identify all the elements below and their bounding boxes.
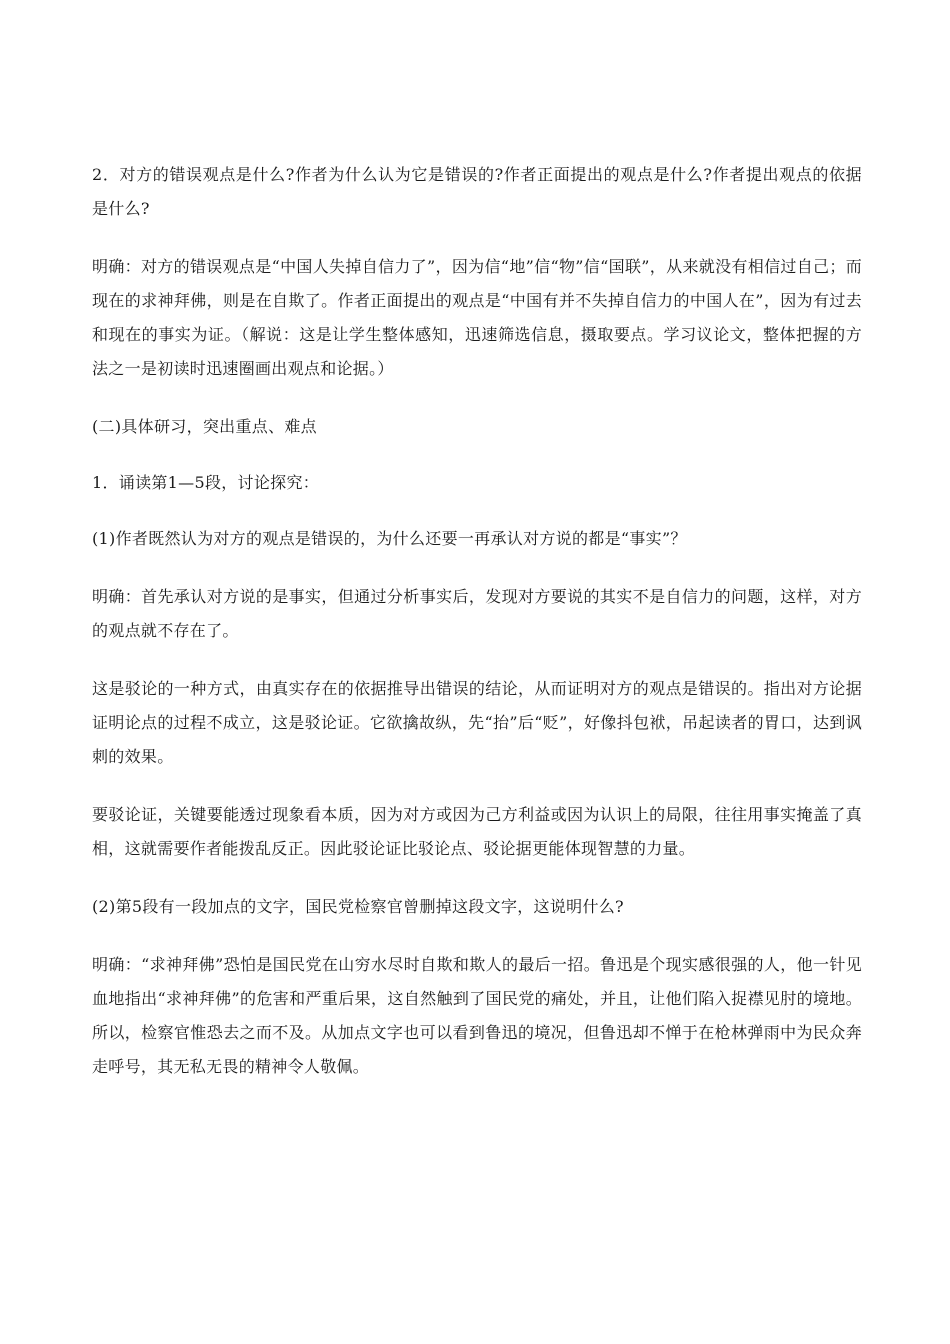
subquestion-1: (1)作者既然认为对方的观点是错误的，为什么还要一再承认对方说的都是“事实”？ bbox=[92, 529, 687, 548]
question-2: 2．对方的错误观点是什么?作者为什么认为它是错误的?作者正面提出的观点是什么?作者提出观点的依据是什么? bbox=[92, 165, 862, 218]
document-page bbox=[92, 158, 862, 1108]
explanation-paragraph-2: 要驳论证，关键要能透过现象看本质，因为对方或因为己方利益或因为认识上的局限，往往用事实掩盖了真相，这就需要作者能拨乱反正。因此驳论证比驳论点、驳论据更能体现智慧的力量。 bbox=[92, 805, 862, 858]
explanation-paragraph-1: 这是驳论的一种方式，由真实存在的依据推导出错误的结论，从而证明对方的观点是错误的。指出对方论据证明论点的过程不成立，这是驳论证。它欲擒故纵，先“抬”后“贬”，好像抖包袱，吊起读者的胃口，达到讽刺的效果。 bbox=[92, 679, 862, 766]
answer-sub-2: 明确：“求神拜佛”恐怕是国民党在山穷水尽时自欺和欺人的最后一招。鲁迅是个现实感很强的人，他一针见血地指出“求神拜佛”的危害和严重后果，这自然触到了国民党的痛处，并且，让他们陷入捉襟见肘的境地。所以，检察官惟恐去之而不及。从加点文字也可以看到鲁迅的境况，但鲁迅却不惮于在枪林弹雨中为民众奔走呼号，其无私无畏的精神令人敬佩。 bbox=[92, 955, 862, 1076]
answer-2: 明确：对方的错误观点是“中国人失掉自信力了”，因为信“地”信“物”信“国联”，从来就没有相信过自己；而现在的求神拜佛，则是在自欺了。作者正面提出的观点是“中国有并不失掉自信力的中国人在”，因为有过去和现在的事实为证。（解说：这是让学生整体感知，迅速筛选信息，摄取要点。学习议论文，整体把握的方法之一是初读时迅速圈画出观点和论据。） bbox=[92, 257, 862, 378]
answer-sub-1: 明确：首先承认对方说的是事实，但通过分析事实后，发现对方要说的其实不是自信力的问题，这样，对方的观点就不存在了。 bbox=[92, 587, 862, 640]
task-1: 1．诵读第1—5段，讨论探究： bbox=[92, 473, 320, 492]
section-heading-2: (二)具体研习，突出重点、难点 bbox=[92, 417, 317, 436]
subquestion-2: (2)第5段有一段加点的文字，国民党检察官曾删掉这段文字，这说明什么? bbox=[92, 897, 624, 916]
